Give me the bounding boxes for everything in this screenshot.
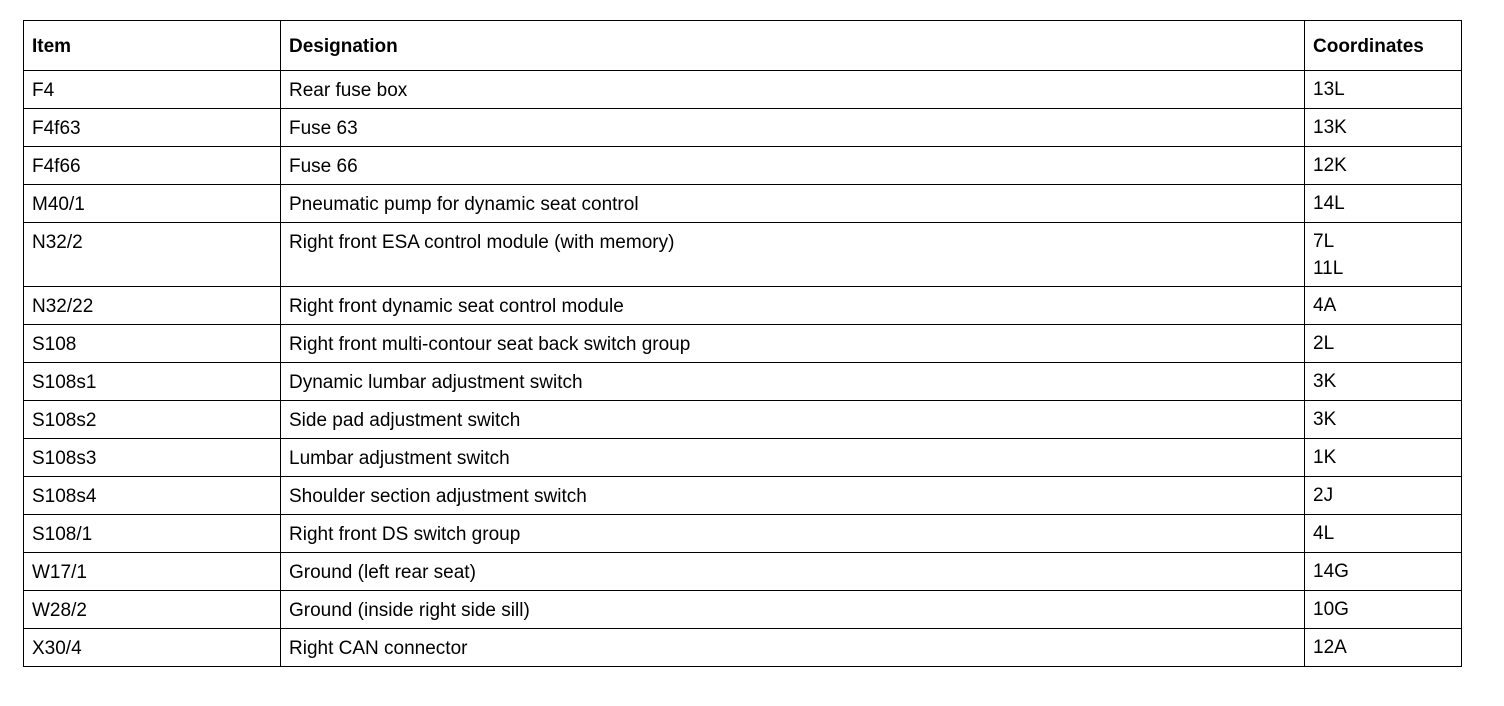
table-row	[24, 477, 1462, 515]
cell-designation: Shoulder section adjustment switch	[281, 477, 1305, 515]
cell-coordinates	[1305, 325, 1462, 363]
cell-coordinates	[1305, 553, 1462, 591]
coordinate-value: 14L	[1313, 193, 1345, 214]
cell-coordinates	[1305, 439, 1462, 477]
coordinate-value: 14G	[1313, 561, 1349, 582]
coordinate-value: 3K	[1313, 371, 1337, 392]
cell-item: W17/1	[24, 553, 281, 591]
cell-coordinates	[1305, 71, 1462, 109]
cell-item: S108s4	[24, 477, 281, 515]
cell-coordinates	[1305, 401, 1462, 439]
cell-designation: Ground (inside right side sill)	[281, 591, 1305, 629]
cell-item: W28/2	[24, 591, 281, 629]
cell-coordinates	[1305, 185, 1462, 223]
cell-designation: Side pad adjustment switch	[281, 401, 1305, 439]
cell-item: X30/4	[24, 629, 281, 667]
cell-designation: Rear fuse box	[281, 71, 1305, 109]
cell-coordinates	[1305, 591, 1462, 629]
component-legend-table	[23, 20, 1462, 667]
header-coordinates: Coordinates	[1305, 21, 1462, 71]
table-row	[24, 591, 1462, 629]
cell-coordinates	[1305, 629, 1462, 667]
cell-designation: Right front multi-contour seat back switch group	[281, 325, 1305, 363]
cell-coordinates	[1305, 147, 1462, 185]
cell-item: N32/2	[24, 223, 281, 287]
header-designation: Designation	[281, 21, 1305, 71]
cell-item: M40/1	[24, 185, 281, 223]
table-row	[24, 363, 1462, 401]
table-row	[24, 401, 1462, 439]
cell-item: N32/22	[24, 287, 281, 325]
cell-designation: Right front DS switch group	[281, 515, 1305, 553]
coordinate-value: 2J	[1313, 485, 1334, 506]
coordinate-value: 13K	[1313, 117, 1347, 138]
coordinate-value: 2L	[1313, 333, 1335, 354]
cell-coordinates	[1305, 477, 1462, 515]
cell-designation: Ground (left rear seat)	[281, 553, 1305, 591]
coordinate-value: 4A	[1313, 295, 1337, 316]
coordinate-value: 3K	[1313, 409, 1337, 430]
table-body	[24, 71, 1462, 667]
coordinate-value: 1K	[1313, 447, 1337, 468]
cell-item: F4	[24, 71, 281, 109]
cell-item: S108s3	[24, 439, 281, 477]
table-row	[24, 147, 1462, 185]
cell-designation: Pneumatic pump for dynamic seat control	[281, 185, 1305, 223]
cell-item: F4f63	[24, 109, 281, 147]
cell-designation: Fuse 66	[281, 147, 1305, 185]
coordinate-value: 13L	[1313, 79, 1345, 100]
cell-coordinates	[1305, 223, 1462, 287]
table-row	[24, 629, 1462, 667]
table-row	[24, 439, 1462, 477]
table-row	[24, 325, 1462, 363]
cell-designation: Dynamic lumbar adjustment switch	[281, 363, 1305, 401]
table-header-row	[24, 21, 1462, 71]
cell-item: F4f66	[24, 147, 281, 185]
cell-coordinates	[1305, 363, 1462, 401]
cell-coordinates	[1305, 515, 1462, 553]
cell-coordinates	[1305, 109, 1462, 147]
cell-designation: Right front ESA control module (with memory)	[281, 223, 1305, 287]
table-row	[24, 515, 1462, 553]
coordinate-value: 4L	[1313, 523, 1335, 544]
header-item: Item	[24, 21, 281, 71]
table-row	[24, 223, 1462, 287]
table-row	[24, 71, 1462, 109]
table-row	[24, 553, 1462, 591]
cell-designation: Lumbar adjustment switch	[281, 439, 1305, 477]
table-row	[24, 185, 1462, 223]
cell-item: S108	[24, 325, 281, 363]
coordinate-value: 7L	[1313, 231, 1335, 252]
cell-coordinates	[1305, 287, 1462, 325]
cell-designation: Right CAN connector	[281, 629, 1305, 667]
cell-designation: Right front dynamic seat control module	[281, 287, 1305, 325]
cell-item: S108/1	[24, 515, 281, 553]
coordinate-value: 10G	[1313, 599, 1349, 620]
coordinate-value: 11L	[1313, 258, 1344, 279]
cell-item: S108s2	[24, 401, 281, 439]
cell-item: S108s1	[24, 363, 281, 401]
coordinate-value: 12A	[1313, 637, 1347, 658]
cell-designation: Fuse 63	[281, 109, 1305, 147]
table-row	[24, 109, 1462, 147]
coordinate-value: 12K	[1313, 155, 1347, 176]
table-row	[24, 287, 1462, 325]
